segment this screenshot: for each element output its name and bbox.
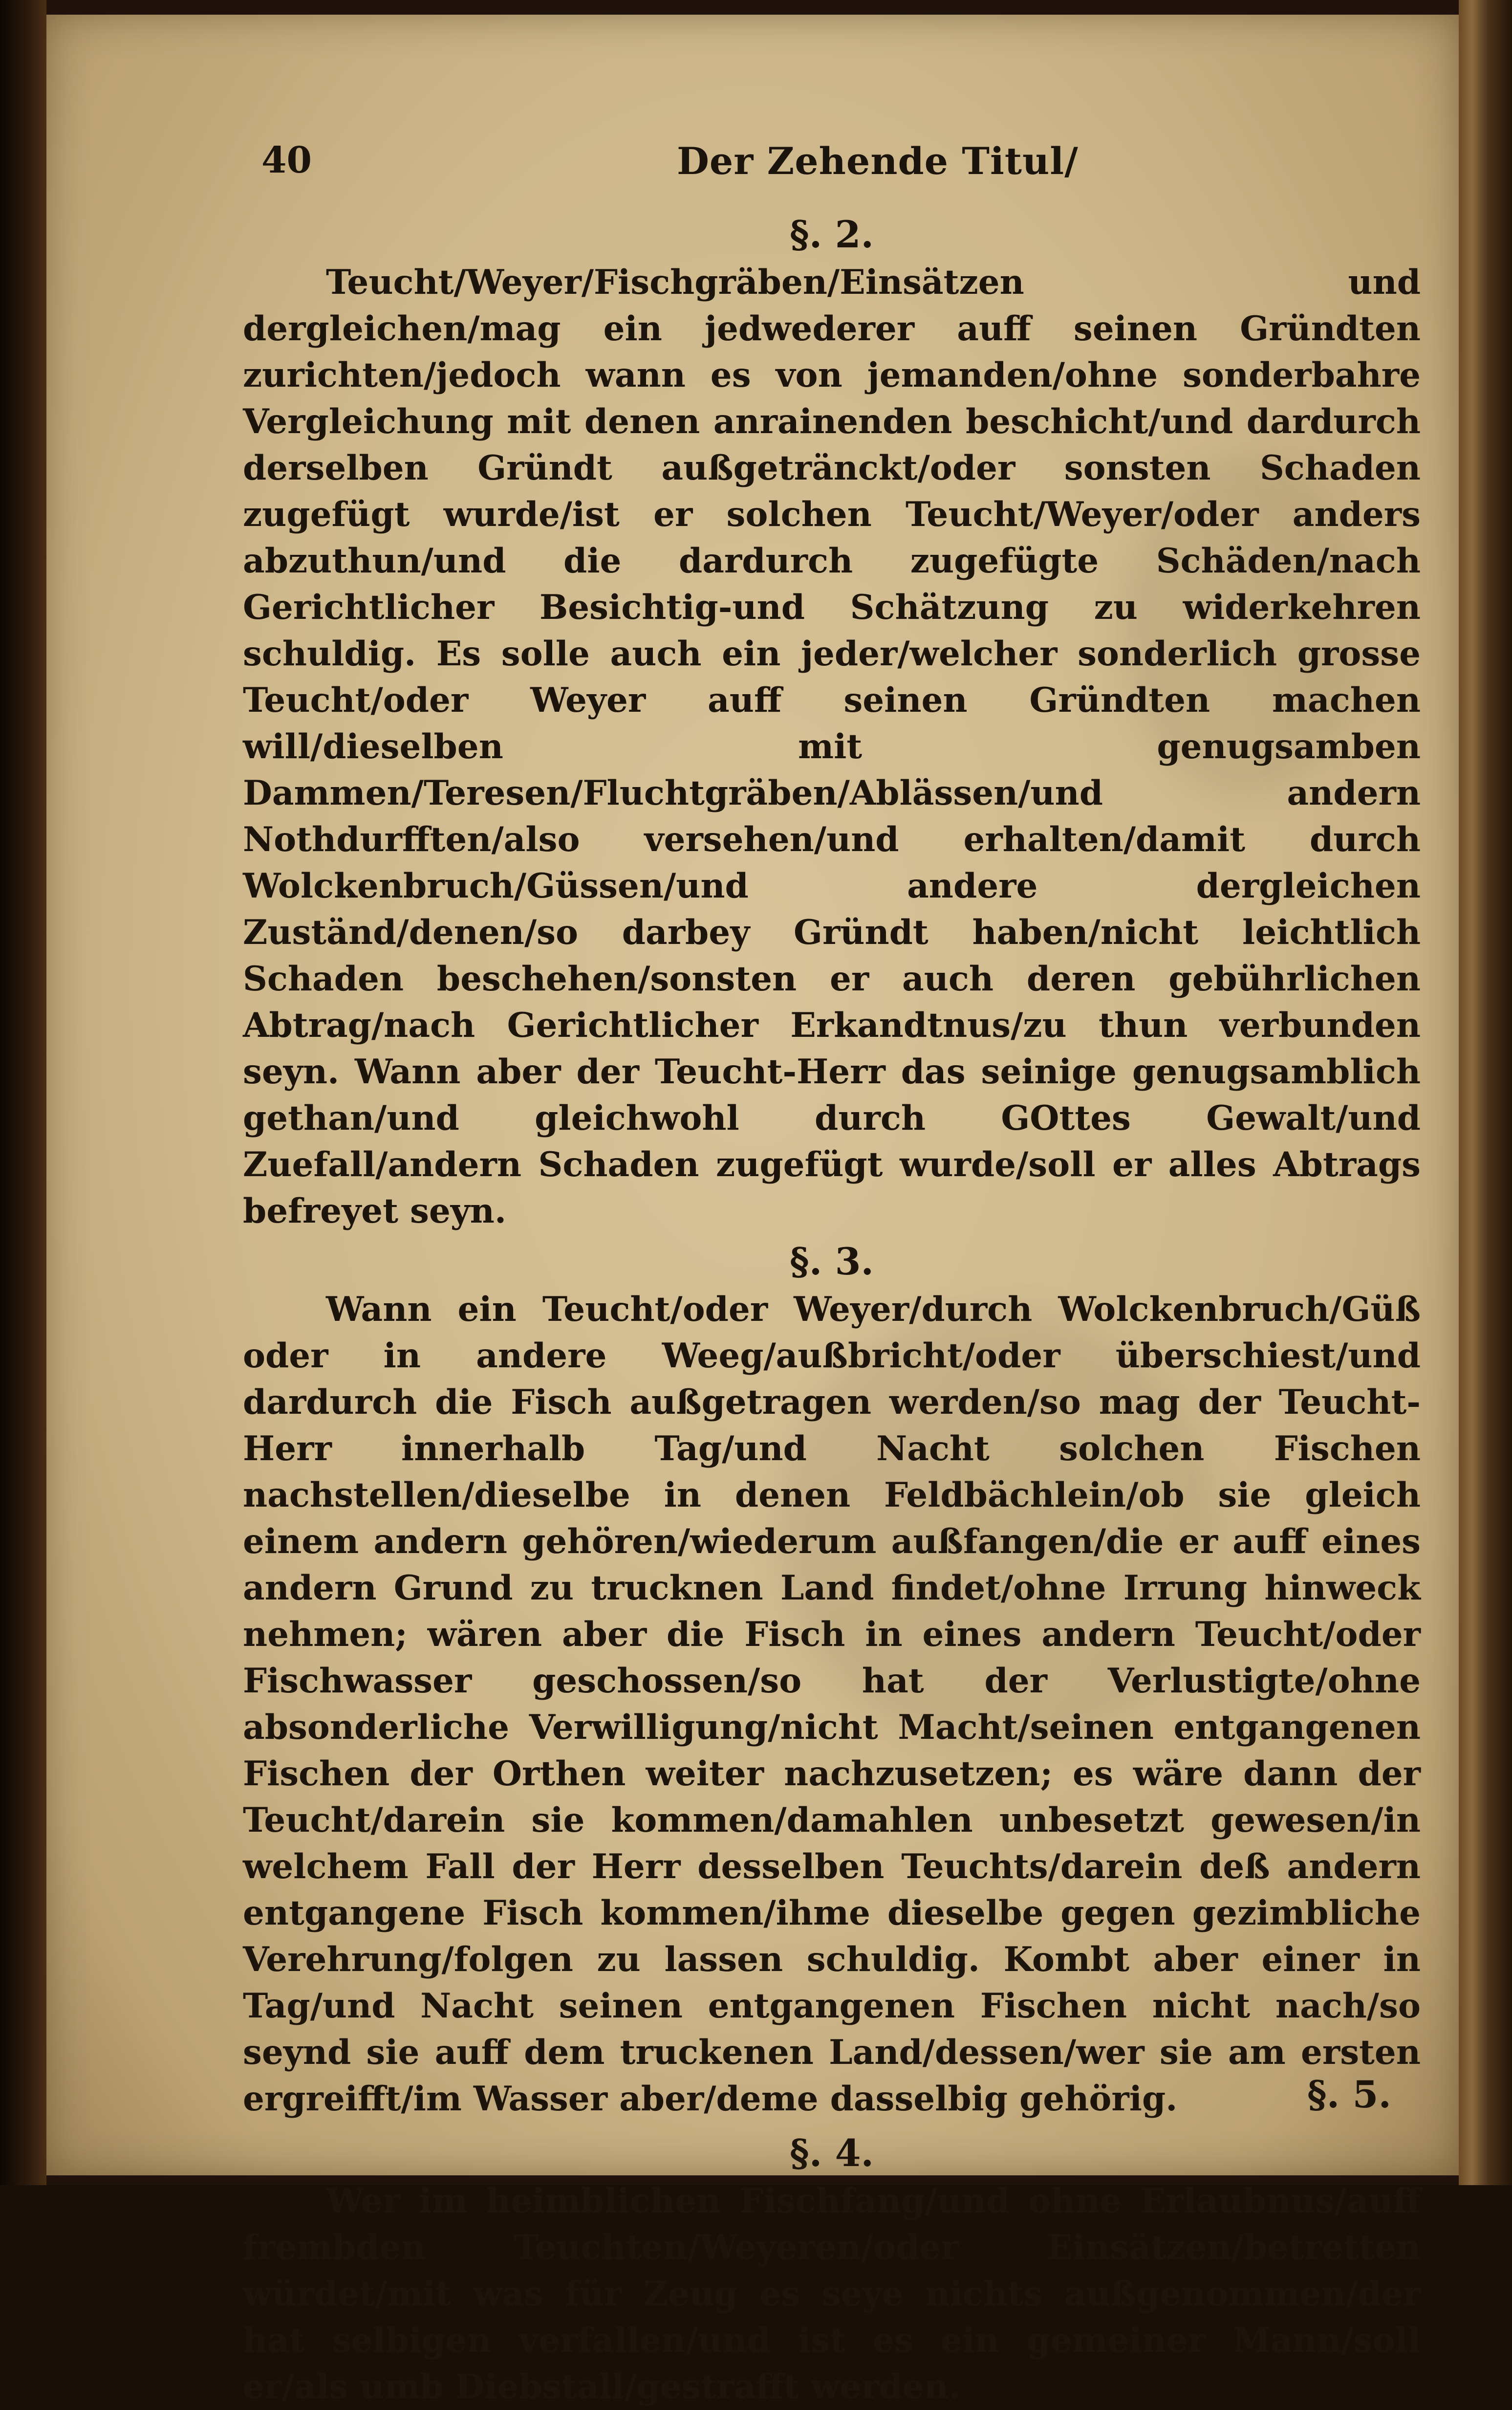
section-heading: §. 3. bbox=[789, 1240, 874, 1283]
section-heading: §. 2. bbox=[789, 213, 874, 256]
section-paragraph: Wer im heimblichen Fischfang/und ohne Erlaubnus/auff frembden Teuchten/Weyeren/oder Einsätzen/betretten würdet/mit was für Zeug es seye nichts außgenommen/der hat selbigen verfallen/und ist es ein gemeiner Mann/soll er/als umb Diebstall/gestrafft werden. bbox=[243, 2181, 1421, 2407]
running-title: Der Zehende Titul/ bbox=[677, 139, 1079, 183]
page-number: 40 bbox=[261, 139, 312, 181]
section-paragraph: Wann ein Teucht/oder Weyer/durch Wolckenbruch/Güß oder in andere Weeg/außbricht/oder überschiest/und dardurch die Fisch außgetragen werden/so mag der Teucht-Herr innerhalb Tag/und Nacht solchen Fischen nachstellen/dieselbe in denen Feldbächlein/ob sie gleich einem andern gehören/wiederum außfangen/die er auff eines andern Grund zu trucknen Land findet/ohne Irrung hinweck nehmen; wären aber die Fisch in eines andern Teucht/oder Fischwasser geschossen/so hat der Verlustigte/ohne absonderliche Verwilligung/nicht Macht/seinen entgangenen Fischen der Orthen weiter nachzusetzen; es wäre dann der Teucht/darein sie kommen/damahlen unbesetzt gewesen/in welchem Fall der Herr desselben Teuchts/darein deß andern entgangene Fisch kommen/ihme dieselbe gegen gezimbliche Verehrung/folgen zu lassen schuldig. Kombt aber einer in Tag/und Nacht seinen entgangenen Fischen nicht nach/so seynd sie auff dem truckenen Land/dessen/wer sie am ersten ergreifft/im Wasser aber/deme dasselbig gehörig. bbox=[243, 1290, 1421, 2119]
section-paragraph: Teucht/Weyer/Fischgräben/Einsätzen und dergleichen/mag ein jedwederer auff seinen Gründten zurichten/jedoch wann es von jemanden/ohne sonderbahre Vergleichung mit denen anrainenden beschicht/und dardurch derselben Gründt außgetränckt/oder sonsten Schaden zugefügt wurde/ist er solchen Teucht/Weyer/oder anders abzuthun/und die dardurch zugefügte Schäden/nach Gerichtlicher Besichtig-und Schätzung zu widerkehren schuldig. Es solle auch ein jeder/welcher sonderlich grosse Teucht/oder Weyer auff seinen Gründten machen will/dieselben mit genugsamben Dammen/Teresen/Fluchtgräben/Ablässen/und andern Nothdurfften/also versehen/und erhalten/damit durch Wolckenbruch/Güssen/und andere dergleichen Zuständ/denen/so darbey Gründt haben/nicht leichtlich Schaden beschehen/sonsten er auch deren gebührlichen Abtrag/nach Gerichtlicher Erkandtnus/zu thun verbunden seyn. Wann aber der Teucht-Herr das seinige genugsamblich gethan/und gleichwohl durch GOttes Gewalt/und Zuefall/andern Schaden zugefügt wurde/soll er alles Abtrags befreyet seyn. bbox=[243, 263, 1421, 1231]
book-page bbox=[46, 15, 1459, 2407]
next-section-marker: §. 5. bbox=[1307, 2073, 1392, 2116]
left-page-spine bbox=[0, 0, 46, 2185]
body-text bbox=[243, 210, 1421, 2410]
section-heading: §. 4. bbox=[789, 2131, 874, 2175]
right-page-edge bbox=[1459, 0, 1512, 2185]
